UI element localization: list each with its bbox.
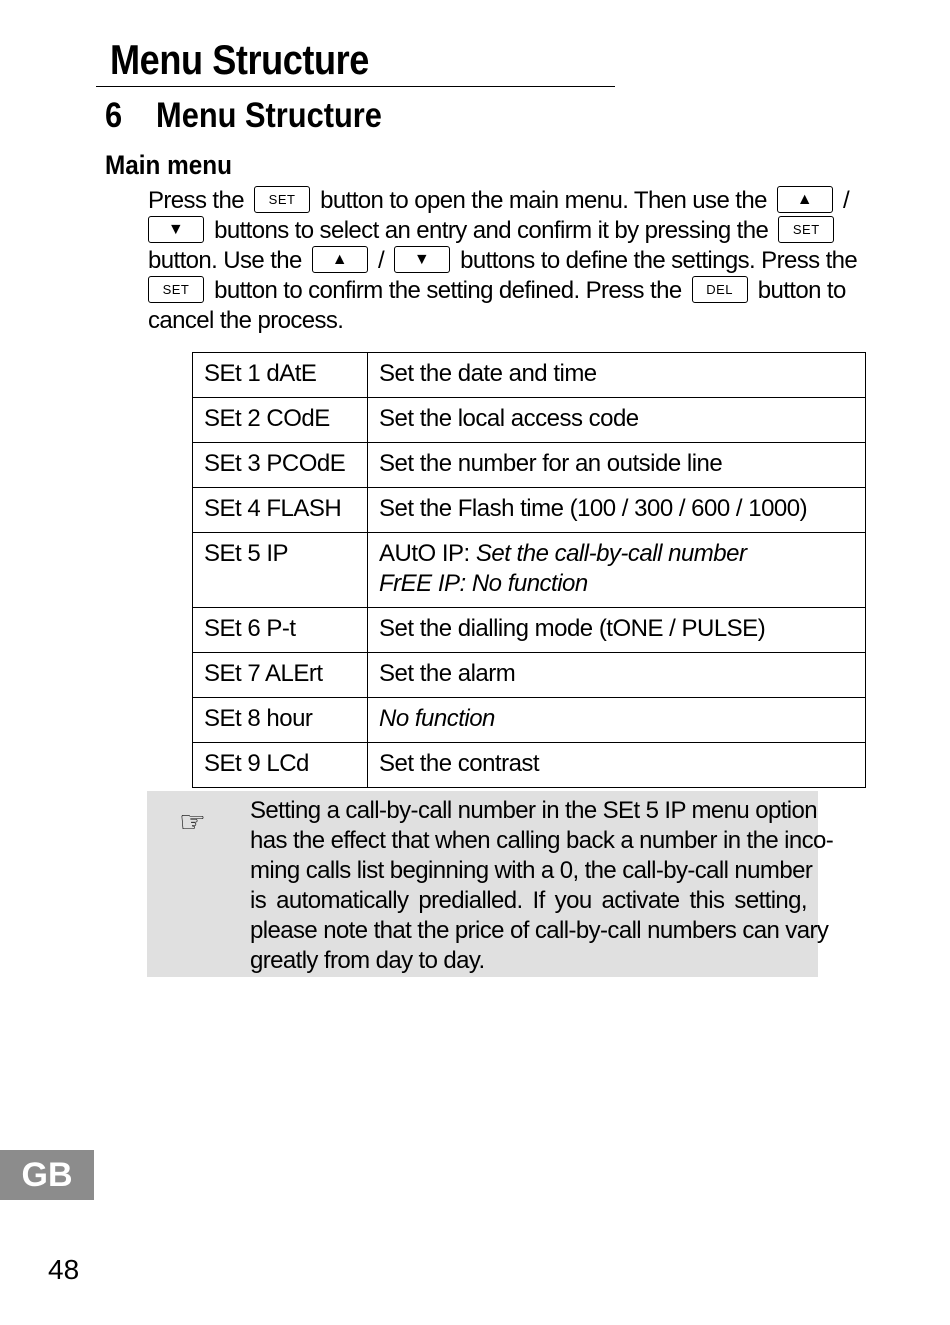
menu-code: SEt 5 IP (193, 533, 368, 608)
intro-line (148, 276, 848, 306)
set-key-icon: SET (148, 276, 204, 303)
page-header-title: Menu Structure (110, 36, 369, 83)
menu-code: SEt 4 FLASH (193, 488, 368, 533)
del-key-icon: DEL (692, 276, 748, 303)
intro-line (148, 186, 848, 216)
menu-code: SEt 8 hour (193, 698, 368, 743)
set-key-icon: SET (778, 216, 834, 243)
section-title: Menu Structure (156, 96, 382, 135)
set-key-icon: SET (254, 186, 310, 213)
intro-text: / (377, 247, 385, 274)
table-row (193, 353, 866, 398)
menu-description-label: AUtO IP: (379, 540, 470, 567)
menu-description: Set the number for an outside line (368, 443, 866, 488)
intro-text: button to open the main menu. Then use the (320, 187, 767, 214)
intro-text: button. Use the (148, 247, 302, 274)
intro-line (148, 216, 848, 246)
section-number: 6 (105, 96, 123, 135)
menu-description: Set the contrast (368, 743, 866, 788)
header-rule (96, 86, 615, 87)
table-row (193, 653, 866, 698)
menu-description: Set the alarm (368, 653, 866, 698)
intro-text: Press the (148, 187, 244, 214)
table-row (193, 608, 866, 653)
menu-code: SEt 3 PCOdE (193, 443, 368, 488)
subsection-heading: Main menu (105, 150, 232, 180)
note-box (147, 791, 834, 977)
table-row (193, 488, 866, 533)
menu-description-italic: FrEE IP: No function (379, 570, 588, 597)
down-arrow-key-icon: ▼ (394, 246, 450, 273)
intro-line (148, 306, 848, 336)
menu-description: Set the Flash time (100 / 300 / 600 / 1000) (368, 488, 866, 533)
pointing-hand-icon: ☞ (179, 805, 206, 840)
intro-text: buttons to define the settings. Press the (460, 247, 858, 274)
down-arrow-key-icon: ▼ (148, 216, 204, 243)
note-line: Setting a call-by-call number in the SEt 5 IP menu option (250, 797, 818, 824)
table-row (193, 533, 866, 608)
menu-description: No function (368, 698, 866, 743)
menu-code: SEt 2 COdE (193, 398, 368, 443)
table-row (193, 398, 866, 443)
menu-description: Set the local access code (368, 398, 866, 443)
section-heading (105, 96, 382, 136)
table-row (193, 698, 866, 743)
note-line: please note that the price of call-by-call numbers can vary (250, 917, 829, 944)
menu-code: SEt 6 P-t (193, 608, 368, 653)
intro-text: / (843, 187, 850, 214)
menu-code: SEt 9 LCd (193, 743, 368, 788)
note-line: has the effect that when calling back a number in the inco- (250, 827, 834, 854)
table-row (193, 743, 866, 788)
language-tab: GB (0, 1150, 94, 1200)
menu-description-italic: Set the call-by-call number (475, 540, 747, 567)
menu-code: SEt 1 dAtE (193, 353, 368, 398)
note-line: ming calls list beginning with a 0, the call-by-call number (250, 857, 813, 884)
up-arrow-key-icon: ▲ (777, 186, 833, 213)
menu-table (192, 352, 866, 788)
table-row (193, 443, 866, 488)
menu-description: Set the dialling mode (tONE / PULSE) (368, 608, 866, 653)
up-arrow-key-icon: ▲ (312, 246, 368, 273)
menu-description (368, 533, 866, 608)
page-number: 48 (48, 1254, 80, 1285)
intro-line (148, 246, 858, 276)
menu-code: SEt 7 ALErt (193, 653, 368, 698)
note-text (250, 796, 834, 976)
intro-paragraph (148, 186, 858, 336)
menu-description: Set the date and time (368, 353, 866, 398)
note-line: is automatically predialled. If you activate this setting, (250, 887, 807, 914)
intro-text: button to (757, 277, 846, 304)
intro-text: buttons to select an entry and confirm it by pressing the (214, 217, 769, 244)
intro-text: cancel the process. (148, 307, 344, 334)
note-line: greatly from day to day. (250, 947, 485, 974)
intro-text: button to confirm the setting defined. Press the (214, 277, 682, 304)
